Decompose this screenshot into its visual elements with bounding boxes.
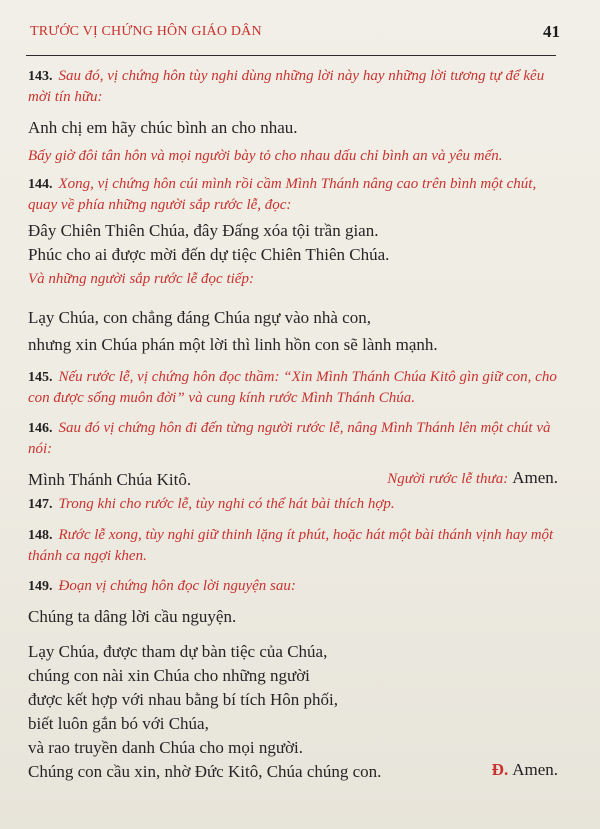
section-144-line-2: Phúc cho ai được mời đến dự tiệc Chiên Thiên Chúa. (28, 245, 390, 264)
header-divider (26, 55, 556, 56)
section-146-response (387, 468, 558, 488)
section-144-rubric-2: Và những người sắp rước lễ đọc tiếp: (28, 271, 254, 287)
rubric-text: Sau đó vị chứng hôn đi đến từng người rước lễ, nâng Mình Thánh lên một chút và nói: (28, 420, 551, 457)
section-147-rubric (28, 494, 558, 515)
section-143-rubric (28, 66, 558, 107)
section-number: 145. (28, 370, 53, 385)
section-149-invitation: Chúng ta dâng lời cầu nguyện. (28, 607, 237, 626)
section-146-text: Mình Thánh Chúa Kitô. (28, 470, 192, 489)
amen-response (492, 760, 558, 780)
prayer-line: Chúng con cầu xin, nhờ Đức Kitô, Chúa chúng con. (28, 762, 382, 781)
prayer-line: và rao truyền danh Chúa cho mọi người. (28, 738, 304, 757)
page-number: 41 (543, 22, 560, 41)
running-head (30, 22, 560, 46)
section-144-response-2: nhưng xin Chúa phán một lời thì linh hồn con sẽ lành mạnh. (28, 335, 438, 354)
section-number: 144. (28, 177, 53, 192)
rubric-text: Xong, vị chứng hôn cúi mình rồi cầm Mình Thánh nâng cao trên bình một chút, quay về phía những người sắp rước lễ, đọc: (28, 176, 537, 213)
section-number: 143. (28, 69, 53, 84)
response-label: Người rước lễ thưa: (387, 471, 509, 487)
prayer-block (28, 640, 558, 784)
rubric-text: Rước lễ xong, tùy nghi giữ thinh lặng ít phút, hoặc hát một bài thánh vịnh hay một thánh ca ngợi khen. (28, 527, 554, 564)
section-number: 146. (28, 421, 53, 436)
amen-text: Amen. (512, 760, 558, 779)
running-title: TRƯỚC VỊ CHỨNG HÔN GIÁO DÂN (30, 24, 262, 39)
prayer-line: Lạy Chúa, được tham dự bàn tiệc của Chúa, (28, 642, 328, 661)
section-144-rubric (28, 174, 558, 215)
section-143-text: Anh chị em hãy chúc bình an cho nhau. (28, 118, 298, 137)
section-146-rubric (28, 418, 558, 459)
section-143-rubric-2: Bấy giờ đôi tân hôn và mọi người bày tỏ cho nhau dấu chỉ bình an và yêu mến. (28, 148, 503, 164)
rubric-text: Nếu rước lễ, vị chứng hôn đọc thầm: “Xin Mình Thánh Chúa Kitô gìn giữ con, cho con được sống muôn đời” và cung kính rước Mình Thánh Chúa. (28, 369, 557, 406)
section-146-row (28, 468, 558, 492)
prayer-line: được kết hợp với nhau bằng bí tích Hôn phối, (28, 690, 339, 709)
prayer-final-row (28, 760, 558, 784)
section-number: 148. (28, 528, 53, 543)
rubric-text: Sau đó, vị chứng hôn tùy nghi dùng những lời này hay những lời tương tự để kêu mời tín hữu: (28, 68, 545, 105)
amen-sign: Đ. (491, 760, 509, 779)
section-149-rubric (28, 576, 558, 597)
rubric-text: Trong khi cho rước lễ, tùy nghi có thể hát bài thích hợp. (58, 496, 395, 512)
section-144-line-1: Đây Chiên Thiên Chúa, đây Đấng xóa tội trần gian. (28, 221, 379, 240)
prayer-line: chúng con nài xin Chúa cho những người (28, 666, 310, 685)
prayer-line: biết luôn gắn bó với Chúa, (28, 714, 209, 733)
rubric-text: Đoạn vị chứng hôn đọc lời nguyện sau: (58, 578, 296, 594)
page-body (28, 66, 558, 784)
section-144-response-1: Lạy Chúa, con chẳng đáng Chúa ngự vào nhà con, (28, 308, 371, 327)
section-145-rubric (28, 367, 558, 408)
section-number: 149. (28, 579, 53, 594)
section-148-rubric (28, 525, 558, 566)
section-number: 147. (28, 497, 53, 512)
response-text: Amen. (512, 468, 558, 487)
